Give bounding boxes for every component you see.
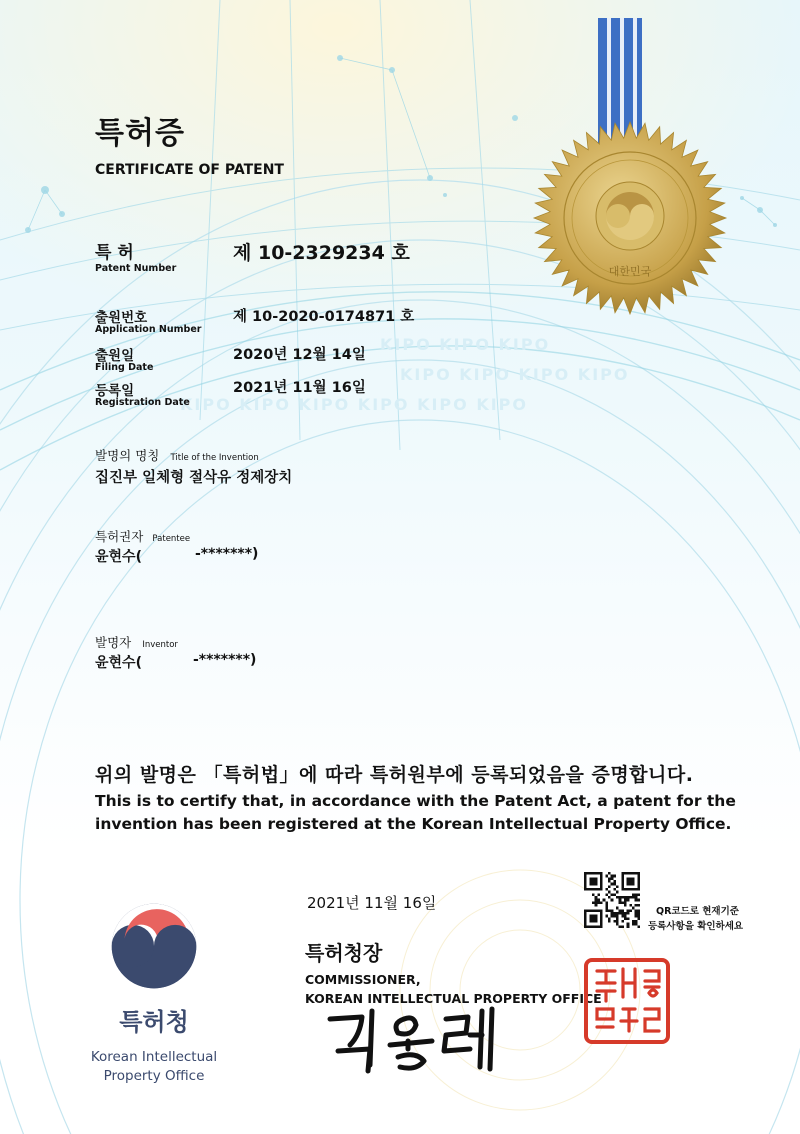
registration-date-label: 등록일 [95,383,135,399]
kipo-logo-name-ko: 특허청 [119,1008,189,1036]
kipo-watermark: KIPO KIPO KIPO KIPO [400,365,630,384]
kipo-watermark: KIPO KIPO KIPO [380,335,551,354]
inventor-masked-id: -*******) [193,652,257,668]
application-number-value: 제 10-2020-0174871 호 [233,309,415,325]
certificate-title: 특허증 [95,116,185,151]
patentee-name: 윤현수( [95,549,142,565]
qr-note-line2: 등록사항을 확인하세요 [648,921,744,932]
seal-text: 대한민국 [608,265,652,278]
patent-number-label: 특 허 [95,243,134,263]
application-number-label-en: Application Number [95,324,202,335]
patent-number-label-en: Patent Number [95,263,177,274]
certificate-title-en: CERTIFICATE OF PATENT [95,162,284,178]
inventor-label-en: Inventor [142,640,178,650]
filing-date-label-en: Filing Date [95,362,154,373]
registration-date-label-en: Registration Date [95,397,190,408]
invention-label-ko: 발명의 명칭 [95,448,160,463]
patent-number-value: 제 10-2329234 호 [233,242,410,264]
patentee-masked-id: -*******) [195,546,259,562]
invention-label-en: Title of the Invention [170,453,259,463]
kipo-logo-name-en-2: Property Office [103,1068,205,1084]
filing-date-value: 2020년 12월 14일 [233,347,366,363]
inventor-label [95,632,178,651]
certification-statement-en-2: invention has been registered at the Korean Intellectual Property Office. [95,815,732,833]
patentee-label [95,526,190,545]
inventor-label-ko: 발명자 [95,635,132,650]
patentee-label-ko: 특허권자 [95,529,144,544]
kipo-logo-icon [108,900,200,992]
kipo-logo-name-en-1: Korean Intellectual [90,1049,218,1065]
gold-seal [530,118,730,318]
issue-date: 2021년 11월 16일 [307,894,437,912]
kipo-watermark: KIPO KIPO KIPO KIPO KIPO KIPO [180,395,529,414]
certification-statement-en-1: This is to certify that, in accordance with the Patent Act, a patent for the [95,792,736,810]
inventor-name: 윤현수( [95,655,142,671]
commissioner-signature [320,1005,520,1075]
invention-label [95,445,259,464]
filing-date-label: 출원일 [95,348,135,364]
registration-date-value: 2021년 11월 16일 [233,380,366,396]
qr-code[interactable] [584,872,640,928]
commissioner-title-en-1: COMMISSIONER, [305,972,421,987]
commissioner-title-ko: 특허청장 [305,941,383,965]
commissioner-title-en-2: KOREAN INTELLECTUAL PROPERTY OFFICE [305,991,602,1006]
certification-statement-ko: 위의 발명은 「특허법」에 따라 특허원부에 등록되었음을 증명합니다. [95,764,694,786]
official-red-stamp [583,957,671,1045]
invention-title: 집진부 일체형 절삭유 정제장치 [95,470,293,486]
qr-note-line1: QR코드로 현재기준 [656,906,739,917]
application-number-label: 출원번호 [95,310,148,326]
patentee-label-en: Patentee [152,534,191,544]
